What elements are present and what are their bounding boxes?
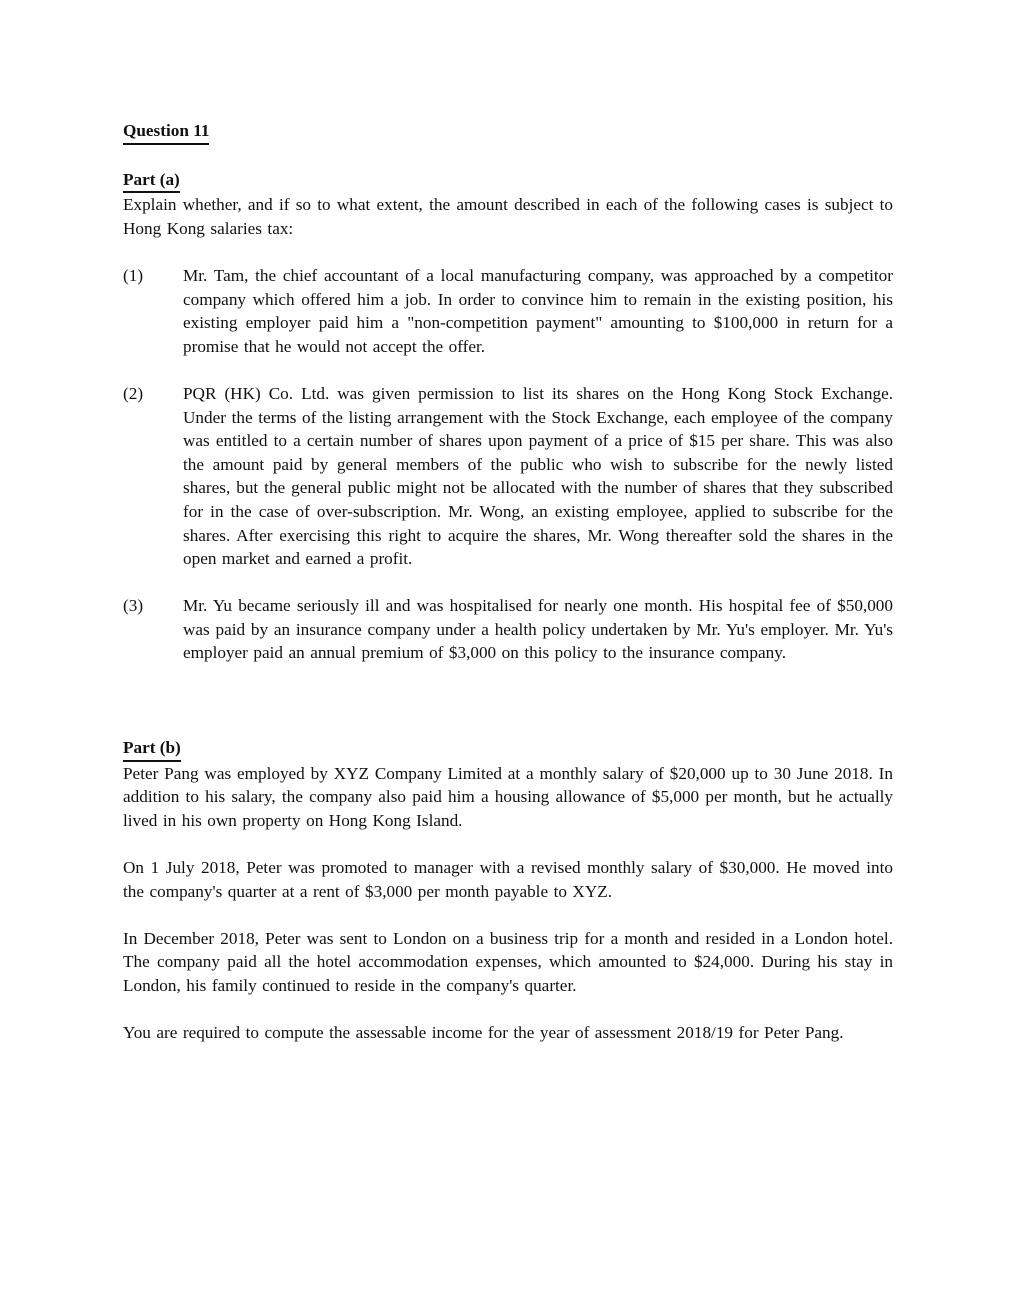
- part-a-item-1: [123, 264, 893, 358]
- item-number: (3): [123, 596, 144, 616]
- document-page: [123, 116, 893, 1045]
- item-text: Mr. Yu became seriously ill and was hospitalised for nearly one month. His hospital fee of $50,000 was paid by an insurance company under a health policy undertaken by Mr. Yu's employer. Mr. Yu's employer paid an annual premium of $3,000 on this policy to the insurance company.: [183, 596, 893, 663]
- part-a-item-3: [123, 594, 893, 665]
- part-b-paragraph: You are required to compute the assessable income for the year of assessment 2018/19 for Peter Pang.: [123, 1023, 844, 1043]
- part-b-paragraph: In December 2018, Peter was sent to London on a business trip for a month and resided in a London hotel. The company paid all the hotel accommodation expenses, which amounted to $24,000. During his stay in London, his family continued to reside in the company's quarter.: [123, 928, 893, 995]
- question-title: Question 11: [123, 119, 209, 145]
- part-b-paragraph: On 1 July 2018, Peter was promoted to manager with a revised monthly salary of $30,000. He moved into the company's quarter at a rent of $3,000 per month payable to XYZ.: [123, 858, 893, 901]
- item-text: PQR (HK) Co. Ltd. was given permission to list its shares on the Hong Kong Stock Exchange. Under the terms of the listing arrangement with the Stock Exchange, each employee of the company was entitled to a certain number of shares upon payment of a price of $15 per share. This was also the amount paid by general members of the public who wish to subscribe for the newly listed shares, but the general public might not be allocated with the number of shares that they subscribed for in the case of over-subscription. Mr. Wong, an existing employee, applied to subscribe for the shares. After exercising this right to acquire the shares, Mr. Wong thereafter sold the shares in the open market and earned a profit.: [183, 383, 893, 569]
- item-number: (2): [123, 383, 144, 403]
- part-a-heading: Part (a): [123, 168, 180, 194]
- part-a-intro: Explain whether, and if so to what extent, the amount described in each of the following cases is subject to Hong Kong salaries tax:: [123, 195, 893, 238]
- part-a-section: [123, 168, 893, 665]
- part-a-item-2: [123, 382, 893, 571]
- part-b-section: [123, 736, 893, 1045]
- item-number: (1): [123, 265, 144, 285]
- part-b-heading: Part (b): [123, 736, 181, 762]
- item-text: Mr. Tam, the chief accountant of a local manufacturing company, was approached by a competitor company which offered him a job. In order to convince him to remain in the existing position, his existing employer paid him a "non-competition payment" amounting to $100,000 in return for a promise that he would not accept the offer.: [183, 265, 893, 356]
- part-b-paragraph: Peter Pang was employed by XYZ Company Limited at a monthly salary of $20,000 up to 30 June 2018. In addition to his salary, the company also paid him a housing allowance of $5,000 per month, but he actually lived in his own property on Hong Kong Island.: [123, 763, 893, 830]
